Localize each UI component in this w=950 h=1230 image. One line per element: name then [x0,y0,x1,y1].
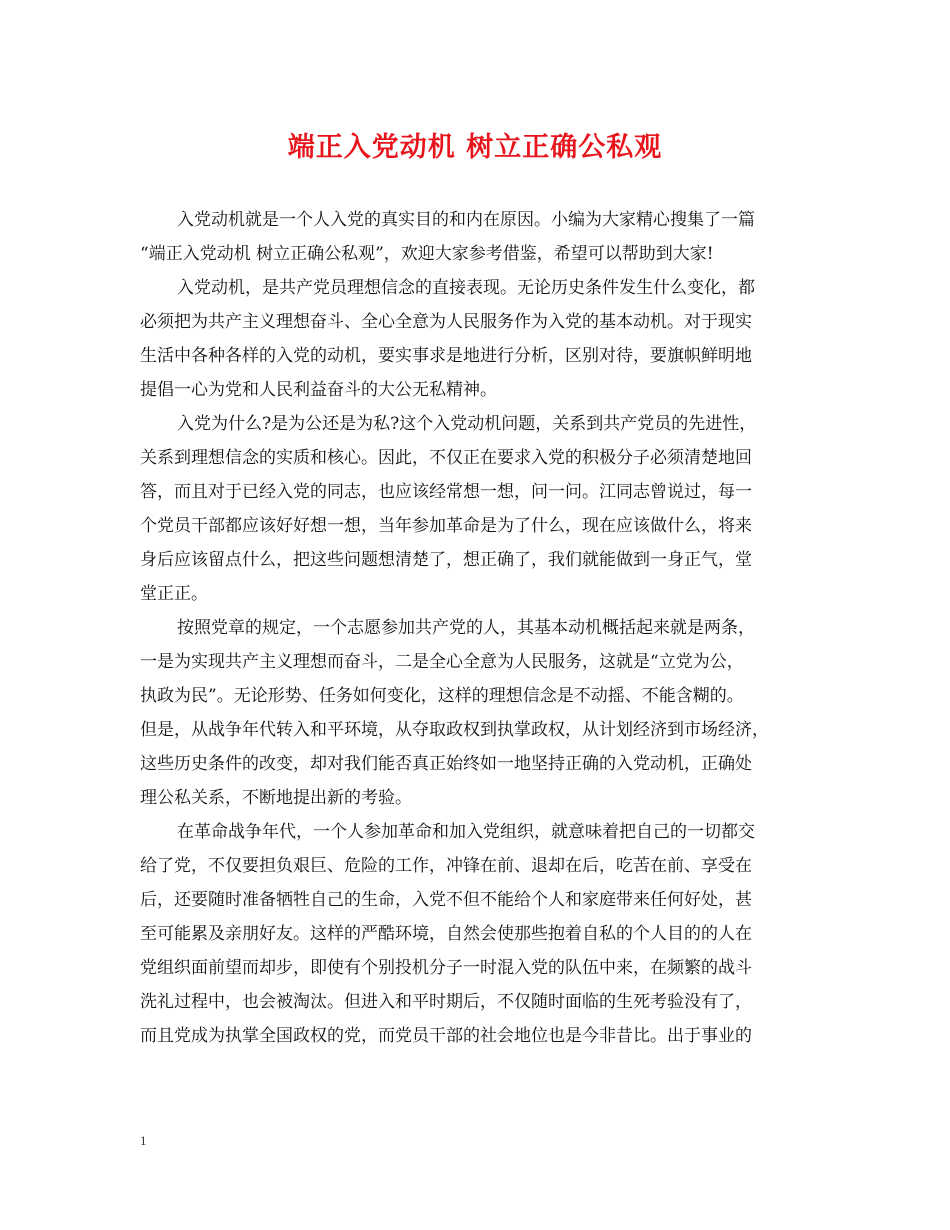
body-line: 入党为什么?是为公还是为私?这个入党动机问题，关系到共产党员的先进性， [177,414,757,434]
body-line: 入党动机就是一个人入党的真实目的和内在原因。小编为大家精心搜集了一篇 [177,210,755,230]
body-line: “端正入党动机 树立正确公私观”，欢迎大家参考借鉴，希望可以帮助到大家! [140,244,714,264]
body-line: 党组织面前望而却步，即使有个别投机分子一时混入党的队伍中来，在频繁的战斗 [140,958,752,978]
body-line: 而且党成为执掌全国政权的党，而党员干部的社会地位也是今非昔比。出于事业的 [140,1026,752,1046]
body-line: 在革命战争年代，一个人参加革命和加入党组织，就意味着把自己的一切都交 [177,822,755,842]
body-line: 后，还要随时准备牺牲自己的生命，入党不但不能给个人和家庭带来任何好处，甚 [140,890,752,910]
body-line: 执政为民”。无论形势、任务如何变化，这样的理想信念是不动摇、不能含糊的。 [140,686,744,706]
body-line: 理公私关系，不断地提出新的考验。 [140,788,412,808]
body-line: 这些历史条件的改变，却对我们能否真正始终如一地坚持正确的入党动机，正确处 [140,754,752,774]
body-line: 必须把为共产主义理想奋斗、全心全意为人民服务作为入党的基本动机。对于现实 [140,312,752,332]
body-line: 堂正正。 [140,584,208,604]
body-line: 但是，从战争年代转入和平环境，从夺取政权到执掌政权，从计划经济到市场经济， [140,720,769,740]
body-line: 答，而且对于已经入党的同志，也应该经常想一想，问一问。江同志曾说过，每一 [140,482,752,502]
body-line: 生活中各种各样的入党的动机，要实事求是地进行分析，区别对待，要旗帜鲜明地 [140,346,752,366]
body-line: 个党员干部都应该好好想一想，当年参加革命是为了什么，现在应该做什么，将来 [140,516,752,536]
body-line: 一是为实现共产主义理想而奋斗，二是全心全意为人民服务，这就是“立党为公， [140,652,744,672]
page-number: 1 [140,1133,147,1148]
document-title: 端正入党动机 树立正确公私观 [287,132,663,163]
body-line: 至可能累及亲朋好友。这样的严酷环境，自然会使那些抱着自私的个人目的的人在 [140,924,752,944]
body-line: 关系到理想信念的实质和核心。因此，不仅正在要求入党的积极分子必须清楚地回 [140,448,752,468]
body-line: 给了党，不仅要担负艰巨、危险的工作，冲锋在前、退却在后，吃苦在前、享受在 [140,856,752,876]
body-line: 提倡一心为党和人民利益奋斗的大公无私精神。 [140,380,497,400]
body-line: 身后应该留点什么，把这些问题想清楚了，想正确了，我们就能做到一身正气，堂 [140,550,752,570]
body-line: 洗礼过程中，也会被淘汰。但进入和平时期后，不仅随时面临的生死考验没有了， [140,992,752,1012]
body-line: 按照党章的规定，一个志愿参加共产党的人，其基本动机概括起来就是两条， [177,618,755,638]
body-line: 入党动机，是共产党员理想信念的直接表现。无论历史条件发生什么变化，都 [177,278,755,298]
